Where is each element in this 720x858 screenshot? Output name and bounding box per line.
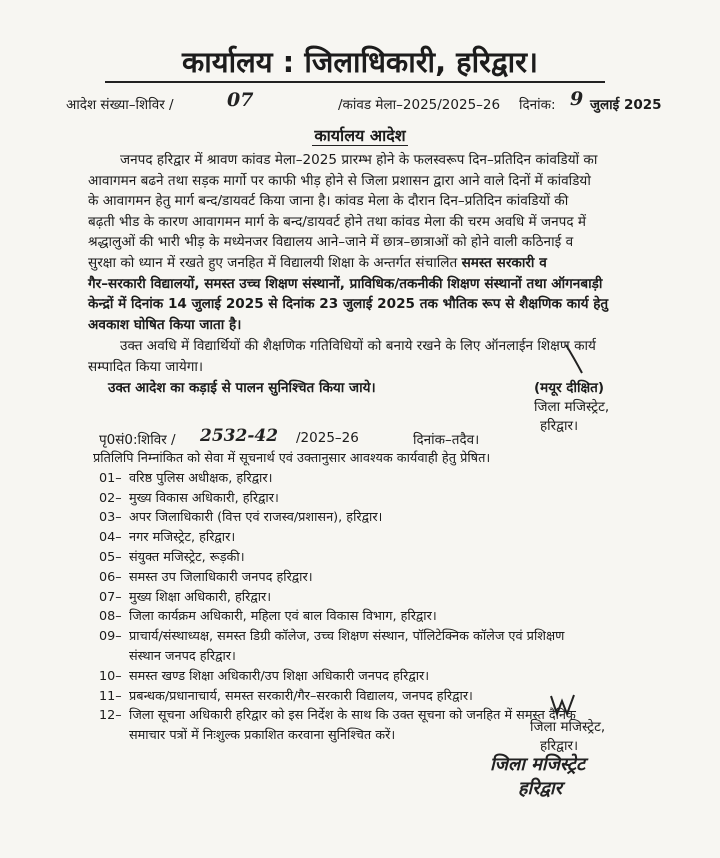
order-paragraph-1 — [88, 150, 660, 335]
list-item: 02– मुख्य विकास अधिकारी, हरिद्वार। — [99, 490, 279, 506]
para2-line: सम्पादित किया जायेगा। — [88, 358, 204, 375]
order-date-rest: जुलाई 2025 — [590, 97, 662, 113]
signature-mark — [560, 342, 590, 376]
list-item: 12– जिला सूचना अधिकारी हरिद्वार को इस निर्देश के साथ कि उक्त सूचना को जनहित में समस्त दैनिक — [99, 708, 576, 724]
order-date-day: 9 — [570, 88, 584, 110]
copy-intro: प्रतिलिपि निम्नांकित को सेवा में सूचनार्थ एवं उक्तानुसार आवश्यक कार्यवाही हेतु प्रेषित। — [93, 451, 491, 466]
list-item: 11– प्रबन्धक/प्रधानाचार्य, समस्त सरकारी/गैर–सरकारी विद्यालय, जनपद हरिद्वार। — [99, 688, 473, 704]
initials-mark — [548, 692, 578, 718]
handwritten-designation: जिला मजिस्ट्रेट — [490, 754, 586, 775]
endorsement-ref-number: 2532-42 — [200, 426, 279, 446]
order-ref-middle: /कांवड मेला–2025/2025–26 — [338, 97, 501, 113]
order-heading: कार्यालय आदेश — [314, 126, 406, 145]
list-item-continuation: संस्थान जनपद हरिद्वार। — [129, 648, 236, 664]
signatory2-designation: जिला मजिस्ट्रेट, — [530, 719, 606, 735]
para1-line: सुरक्षा को ध्यान में रखते हुए जनहित में विद्यालयी शिक्षा के अन्तर्गत संचालित समस्त सरकारी व — [88, 254, 547, 271]
para1-line: के आवागमन हेतु मार्ग बन्द/डायवर्ट किया जाना है। कांवड मेला के दौरान दिन–प्रतिदिन कांवडियों की — [88, 193, 569, 210]
para1-line: जनपद हरिद्वार में श्रावण कांवड मेला–2025 प्रारम्भ होने के फलस्वरूप दिन–प्रतिदिन कांवडियों का — [120, 152, 598, 168]
signatory-designation: जिला मजिस्ट्रेट, — [534, 399, 610, 415]
endorsement-ref-prefix: पृ0सं0:शिविर / — [99, 432, 176, 448]
endorsement-ref-year: /2025–26 — [296, 430, 359, 446]
order-ref-number: 07 — [227, 89, 254, 111]
para1-line: बढ़ती भीड के कारण आवागमन मार्ग के बन्द/डायवर्ट होने तथा कांवड मेला की चरम अवधि में जनपद में — [88, 213, 587, 230]
list-item: 07– मुख्य शिक्षा अधिकारी, हरिद्वार। — [99, 589, 272, 605]
para1-bold-line: केन्द्रों में दिनांक 14 जुलाई 2025 से दिनांक 23 जुलाई 2025 तक भौतिक रूप से शैक्षणिक कार्य हेतु — [88, 296, 609, 313]
list-item-continuation: समाचार पत्रों में निःशुल्क प्रकाशित करवाना सुनिश्चित करें। — [129, 728, 396, 744]
para1-bold-line: गैर–सरकारी विद्यालयों, समस्त उच्च शिक्षण संस्थानों, प्राविधिक/तकनीकी शिक्षण संस्थानों तथा ऑगनबाड़ी — [88, 275, 603, 292]
para1-line: आवागमन बढने तथा सड़क मार्गो पर काफी भीड़ होने से जिला प्रशासन द्वारा आने वाले दिनों में कांवडियो — [88, 172, 591, 189]
list-item: 08– जिला कार्यक्रम अधिकारी, महिला एवं बाल विकास विभाग, हरिद्वार। — [99, 609, 437, 625]
list-item: 10– समस्त खण्ड शिक्षा अधिकारी/उप शिक्षा अधिकारी जनपद हरिद्वार। — [99, 668, 430, 684]
list-item: 01– वरिष्ठ पुलिस अधीक्षक, हरिद्वार। — [99, 470, 273, 486]
handwritten-place: हरिद्वार — [518, 778, 562, 799]
endorsement-date: दिनांक–तदैव। — [413, 432, 480, 448]
order-ref-prefix: आदेश संख्या–शिविर / — [66, 97, 174, 113]
order-date-label: दिनांक: — [519, 97, 556, 113]
title-underline — [105, 81, 605, 83]
office-title: कार्यालय : जिलाधिकारी, हरिद्वार। — [181, 45, 538, 79]
para1-bold-tail: समस्त सरकारी व — [461, 254, 547, 271]
para2-line: उक्त अवधि में विद्यार्थियों की शैक्षणिक गतिविधियों को बनाये रखने के लिए ऑनलाईन शिक्षण कार्य — [120, 338, 596, 354]
list-item: 09– प्राचार्य/संस्थाध्यक्ष, समस्त डिग्री कॉलेज, उच्च शिक्षण संस्थान, पॉलिटेक्निक कॉलेज एवं प्रशिक्षण — [99, 629, 565, 645]
para1-line: श्रद्धालुओं की भारी भीड़ के मध्येनजर विद्यालय आने–जाने में छात्र–छात्राओं को होने वाली कठिनाई व — [88, 234, 574, 251]
signatory-place: हरिद्वार। — [540, 418, 579, 434]
list-item: 04– नगर मजिस्ट्रेट, हरिद्वार। — [99, 530, 236, 546]
list-item: 06– समस्त उप जिलाधिकारी जनपद हरिद्वार। — [99, 569, 313, 585]
signatory-name: (मयूर दीक्षित) — [534, 380, 605, 396]
para1-bold-line: अवकाश घोषित किया जाता है। — [88, 316, 242, 333]
para3-text: उक्त आदेश का कड़ाई से पालन सुनिश्चित किया जाये। — [108, 380, 376, 396]
list-item: 05– संयुक्त मजिस्ट्रेट, रूड़की। — [99, 549, 245, 565]
signatory2-place: हरिद्वार। — [540, 738, 579, 754]
list-item: 03– अपर जिलाधिकारी (वित्त एवं राजस्व/प्रशासन), हरिद्वार। — [99, 510, 383, 526]
